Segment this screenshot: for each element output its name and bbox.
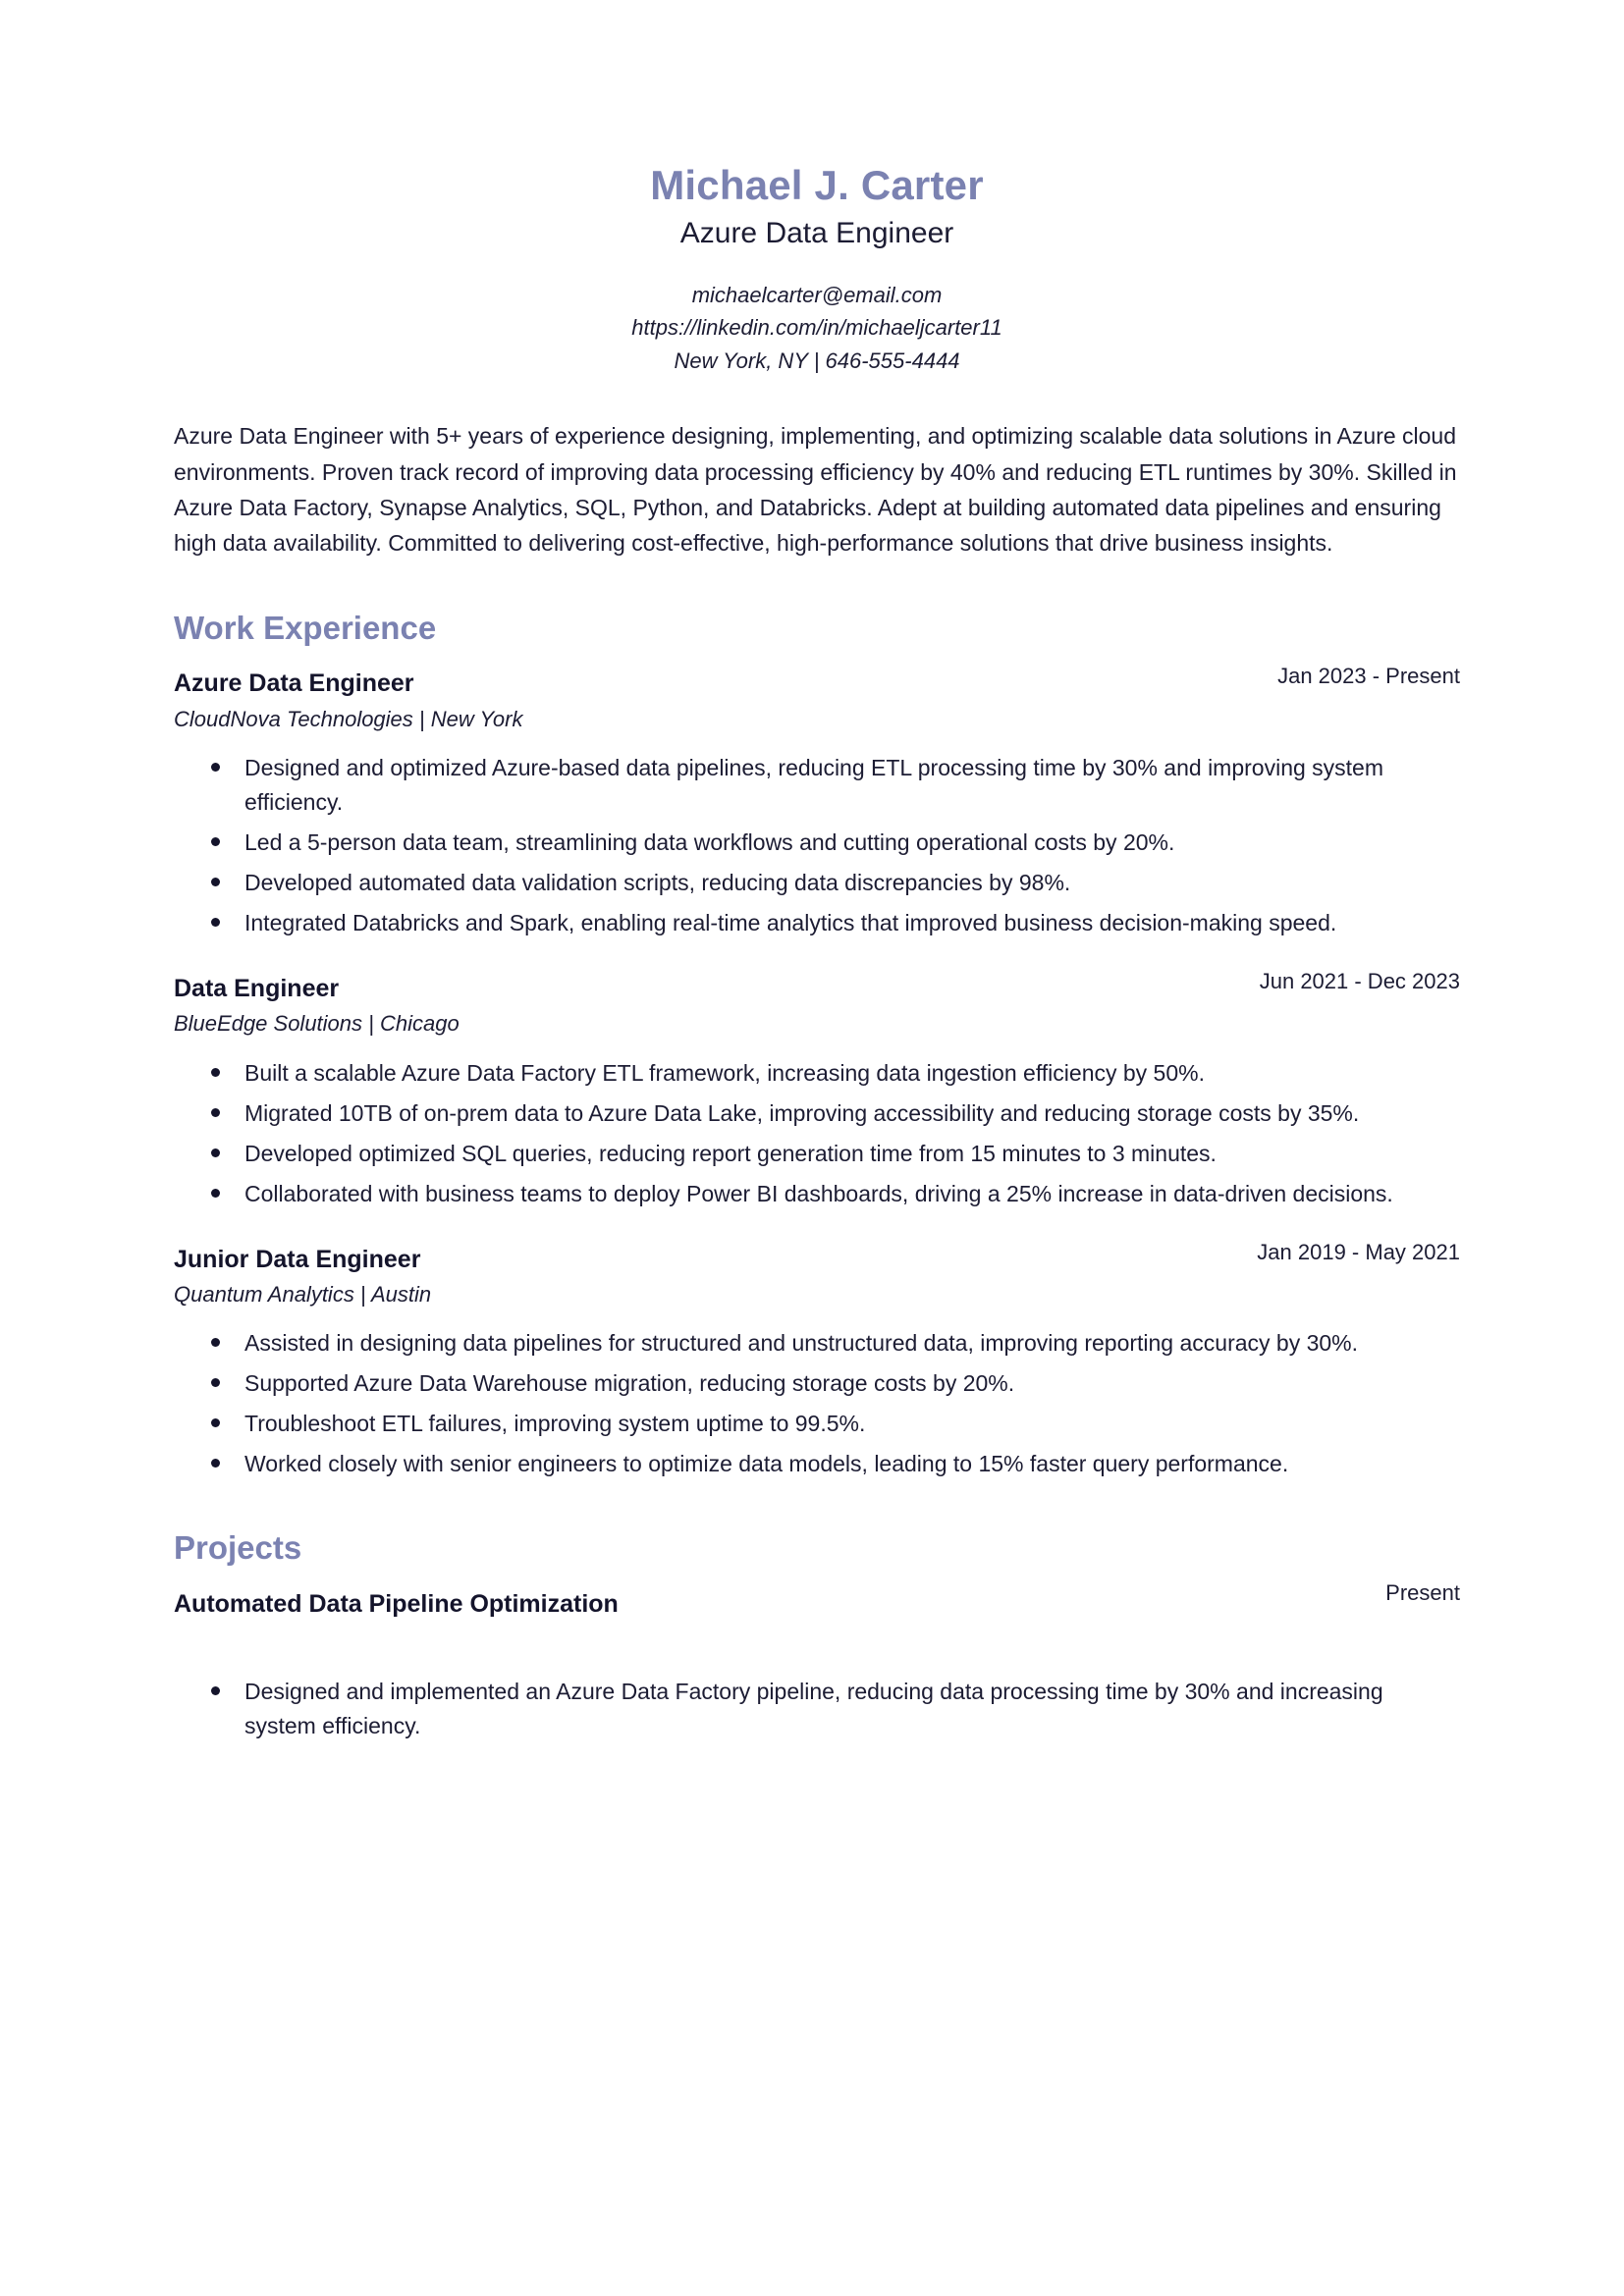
project-bullet-list xyxy=(174,1675,1460,1743)
list-item xyxy=(244,1326,1460,1361)
list-item-text: Worked closely with senior engineers to optimize data models, leading to 15% faster query performance. xyxy=(244,1451,1289,1477)
list-item-text: Troubleshoot ETL failures, improving system uptime to 99.5%. xyxy=(244,1411,866,1437)
experience-role: Azure Data Engineer xyxy=(174,669,414,698)
list-item-text: Designed and optimized Azure-based data pipelines, reducing ETL processing time by 30% and improving system efficiency. xyxy=(244,755,1384,816)
list-item xyxy=(244,1407,1460,1441)
experience-role: Data Engineer xyxy=(174,974,340,1002)
resume-header xyxy=(174,0,1460,377)
bullet-dot-icon xyxy=(211,1068,220,1077)
bullet-dot-icon xyxy=(211,1459,220,1468)
contact-email[interactable]: michaelcarter@email.com xyxy=(691,283,943,308)
list-item-text: Integrated Databricks and Spark, enabling real-time analytics that improved business decision-making speed. xyxy=(244,909,1337,935)
list-item-text: Developed automated data validation scripts, reducing data discrepancies by 98%. xyxy=(244,869,1071,895)
contact-info xyxy=(174,279,1460,377)
section-heading-work-experience: Work Experience xyxy=(174,609,437,646)
professional-summary: Azure Data Engineer with 5+ years of experience designing, implementing, and optimizing scalable data solutions in Azure cloud environments. Proven track record of improving data processing efficiency by 40% and reducing ETL runtimes by 30%. Skilled in Azure Data Factory, Synapse Analytics, SQL, Python, and Databricks. Adept at building automated data pipelines and ensuring high data availability. Committed to delivering cost-effective, high-performance solutions that drive business insights. xyxy=(174,423,1457,557)
contact-location-phone: New York, NY | 646-555-4444 xyxy=(674,347,960,373)
experience-entry-header xyxy=(174,664,1460,699)
bullet-dot-icon xyxy=(211,918,220,927)
bullet-dot-icon xyxy=(211,878,220,886)
bullet-dot-icon xyxy=(211,763,220,772)
list-item xyxy=(244,906,1460,940)
experience-role: Junior Data Engineer xyxy=(174,1245,421,1273)
section-heading-projects: Projects xyxy=(174,1529,302,1567)
list-item-text: Built a scalable Azure Data Factory ETL framework, increasing data ingestion efficiency by 50%. xyxy=(244,1059,1205,1086)
experience-company-location: CloudNova Technologies | New York xyxy=(174,706,523,731)
project-title: Automated Data Pipeline Optimization xyxy=(174,1589,619,1618)
list-item xyxy=(244,1447,1460,1481)
list-item-text: Collaborated with business teams to deploy Power BI dashboards, driving a 25% increase in data-driven decisions. xyxy=(244,1180,1393,1206)
page-title: Michael J. Carter xyxy=(650,162,984,208)
list-item-text: Assisted in designing data pipelines for structured and unstructured data, improving reporting accuracy by 30%. xyxy=(244,1330,1359,1357)
bullet-dot-icon xyxy=(211,1338,220,1347)
experience-company-location: BlueEdge Solutions | Chicago xyxy=(174,1011,460,1037)
list-item xyxy=(244,1056,1460,1091)
list-item-text: Supported Azure Data Warehouse migration, reducing storage costs by 20%. xyxy=(244,1370,1015,1397)
bullet-dot-icon xyxy=(211,1686,220,1695)
list-item xyxy=(244,866,1460,900)
experience-date-range: Jan 2019 - May 2021 xyxy=(1257,1239,1460,1264)
bullet-dot-icon xyxy=(211,1189,220,1198)
experience-entry xyxy=(174,664,1460,940)
experience-entry-header xyxy=(174,968,1460,1004)
section-work-experience xyxy=(174,609,1460,1482)
experience-bullet-list xyxy=(174,1326,1460,1481)
experience-entry xyxy=(174,1239,1460,1482)
bullet-dot-icon xyxy=(211,1148,220,1157)
list-item xyxy=(244,751,1460,820)
list-item-text: Led a 5-person data team, streamlining data workflows and cutting operational costs by 20%. xyxy=(244,829,1175,855)
experience-entry xyxy=(174,968,1460,1211)
experience-entry-header xyxy=(174,1239,1460,1275)
bullet-dot-icon xyxy=(211,1418,220,1427)
list-item-text: Migrated 10TB of on-prem data to Azure Data Lake, improving accessibility and reducing storage costs by 35%. xyxy=(244,1099,1360,1126)
list-item xyxy=(244,1096,1460,1131)
list-item-text: Designed and implemented an Azure Data Factory pipeline, reducing data processing time by 30% and increasing system efficiency. xyxy=(244,1679,1383,1738)
list-item xyxy=(244,1177,1460,1211)
list-item-text: Developed optimized SQL queries, reducing report generation time from 15 minutes to 3 minutes. xyxy=(244,1140,1217,1166)
bullet-dot-icon xyxy=(211,837,220,846)
experience-company-location: Quantum Analytics | Austin xyxy=(174,1281,432,1307)
section-projects xyxy=(174,1528,1460,1743)
project-entry-header xyxy=(174,1579,1460,1620)
experience-date-range: Jun 2021 - Dec 2023 xyxy=(1259,968,1460,993)
project-date-range: Present xyxy=(1385,1579,1460,1605)
list-item xyxy=(244,826,1460,860)
project-entry xyxy=(174,1579,1460,1743)
bullet-dot-icon xyxy=(211,1378,220,1387)
experience-bullet-list xyxy=(174,751,1460,940)
list-item xyxy=(244,1366,1460,1401)
contact-linkedin[interactable]: https://linkedin.com/in/michaeljcarter11 xyxy=(631,315,1002,341)
professional-title: Azure Data Engineer xyxy=(679,217,954,250)
experience-bullet-list xyxy=(174,1056,1460,1211)
resume-content xyxy=(174,0,1460,1753)
list-item xyxy=(244,1675,1460,1743)
bullet-dot-icon xyxy=(211,1108,220,1117)
experience-date-range: Jan 2023 - Present xyxy=(1277,664,1460,689)
list-item xyxy=(244,1137,1460,1171)
